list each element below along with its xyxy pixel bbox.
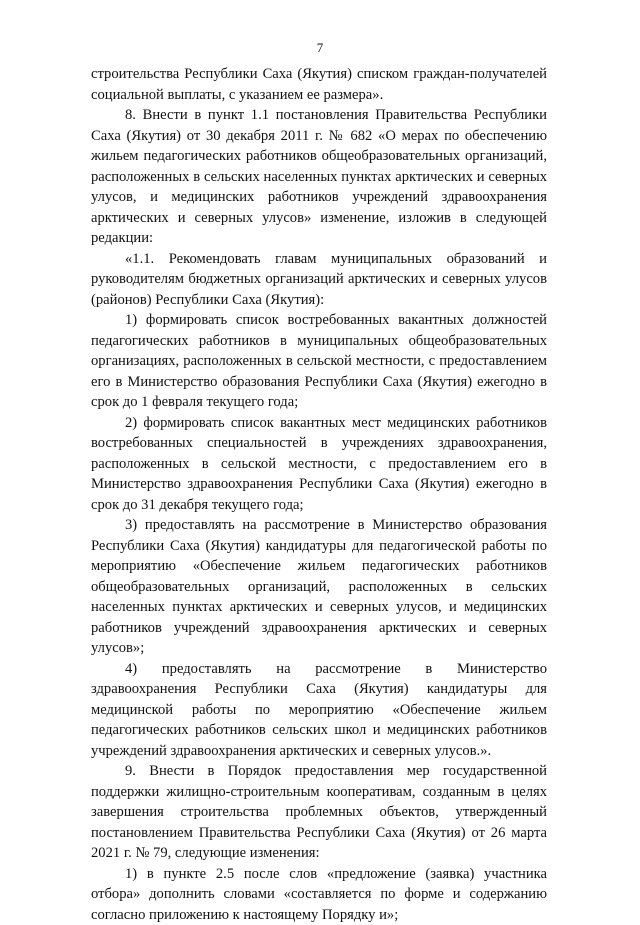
paragraph-subitem-1: 1) формировать список востребованных вакантных должностей педагогических работников в муниципальных общеобразовательных организациях, расположенных в сельской местности, с предоставлением его в Министерство образования Республики Саха (Якутия) ежегодно в срок до 1 февраля текущего года; <box>91 310 547 413</box>
paragraph-subitem-2: 2) формировать список вакантных мест медицинских работников востребованных специальностей в учреждениях здравоохранения, расположенных в сельской местности, с предоставлением его в Министерство здравоохранения Республики Саха (Якутия) ежегодно в срок до 31 декабря текущего года; <box>91 413 547 516</box>
page-number: 7 <box>0 40 640 56</box>
paragraph-item-9: 9. Внести в Порядок предоставления мер государственной поддержки жилищно-строительным кооперативам, созданным в целях завершения строительства проблемных объектов, утвержденный постановлением Правительства Республики Саха (Якутия) от 26 марта 2021 г. № 79, следующие изменения: <box>91 761 547 864</box>
paragraph-item-9-subitem-1: 1) в пункте 2.5 после слов «предложение (заявка) участника отбора» дополнить словами «составляется по форме и содержанию согласно приложению к настоящему Порядку и»; <box>91 864 547 925</box>
document-body <box>91 64 547 925</box>
paragraph-item-8: 8. Внести в пункт 1.1 постановления Правительства Республики Саха (Якутия) от 30 декабря 2011 г. № 682 «О мерах по обеспечению жильем педагогических работников общеобразовательных организаций, расположенных в сельских населенных пунктах арктических и северных улусов, и медицинских работников учреждений здравоохранения арктических и северных улусов» изменение, изложив в следующей редакции: <box>91 105 547 249</box>
paragraph-subitem-4: 4) предоставлять на рассмотрение в Министерство здравоохранения Республики Саха (Якутия) кандидатуры для медицинской работы по мероприятию «Обеспечение жильем педагогических работников сельских школ и медицинских работников учреждений здравоохранения арктических и северных улусов.». <box>91 659 547 762</box>
paragraph-continuation: строительства Республики Саха (Якутия) списком граждан-получателей социальной выплаты, с указанием ее размера». <box>91 64 547 105</box>
paragraph-subitem-3: 3) предоставлять на рассмотрение в Министерство образования Республики Саха (Якутия) кандидатуры для педагогической работы по мероприятию «Обеспечение жильем педагогических работников общеобразовательных организаций, расположенных в сельских населенных пунктах арктических и северных улусов, и медицинских работников учреждений здравоохранения арктических и северных улусов»; <box>91 515 547 659</box>
paragraph-clause-1-1: «1.1. Рекомендовать главам муниципальных образований и руководителям бюджетных организаций арктических и северных улусов (районов) Республики Саха (Якутия): <box>91 249 547 311</box>
